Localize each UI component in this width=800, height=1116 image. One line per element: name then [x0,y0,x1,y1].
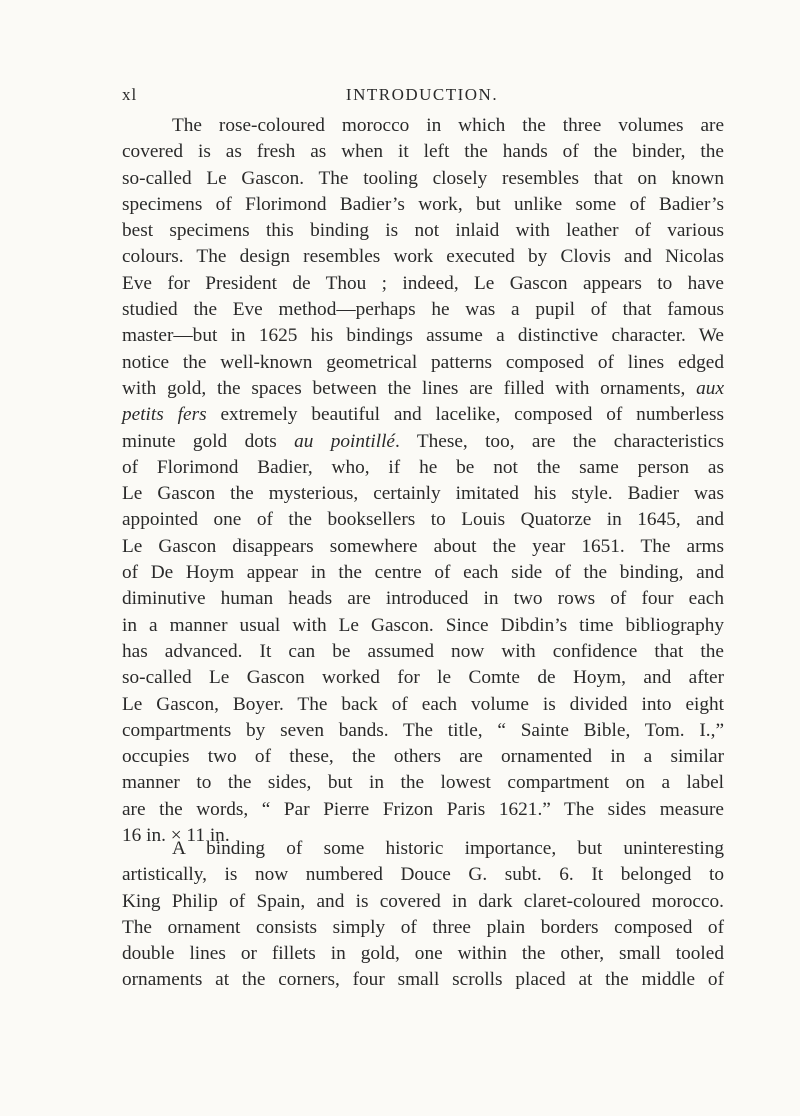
section-title: INTRODUCTION. [345,85,499,104]
text-line: specimens of Florimond Badier’s work, but unlike some of Badier’s [122,193,724,215]
text-line: are the words, “ Par Pierre Frizon Paris 1621.” The sides measure [122,798,724,820]
text-line: 16 in. × 11 in. [122,825,230,847]
paragraph-2 [122,836,724,994]
paragraph-1 [122,113,724,849]
text-line: has advanced. It can be assumed now with confidence that the [122,640,724,662]
text-line: Le Gascon disappears somewhere about the year 1651. The arms [122,535,724,557]
text-line: King Philip of Spain, and is covered in dark claret-coloured morocco. [122,890,724,912]
text-line: compartments by seven bands. The title, “ Sainte Bible, Tom. I.,” [122,719,724,741]
text-line: petits fers extremely beautiful and lacelike, composed of numberless [122,404,724,426]
text-line: of De Hoym appear in the centre of each side of the binding, and [122,562,724,584]
text-line: minute gold dots au pointillé. These, too, are the characteristics [122,430,724,452]
text-line: in a manner usual with Le Gascon. Since Dibdin’s time bibliography [122,614,724,636]
text-line: notice the well-known geometrical patterns composed of lines edged [122,351,724,373]
text-line: The rose-coloured morocco in which the three volumes are [172,115,724,136]
text-line: The ornament consists simply of three plain borders composed of [122,916,724,938]
text-line: so-called Le Gascon worked for le Comte de Hoym, and after [122,667,724,689]
text-line: ornaments at the corners, four small scrolls placed at the middle of [122,969,724,991]
text-line: artistically, is now numbered Douce G. subt. 6. It belonged to [122,864,724,886]
running-head [122,85,722,109]
text-line: appointed one of the booksellers to Louis Quatorze in 1645, and [122,509,724,531]
text-line: colours. The design resembles work executed by Clovis and Nicolas [122,246,724,268]
text-line: A binding of some historic importance, but uninteresting [172,838,724,859]
text-line: master—but in 1625 his bindings assume a distinctive character. We [122,325,724,347]
text-line: manner to the sides, but in the lowest compartment on a label [122,772,724,794]
text-line: Eve for President de Thou ; indeed, Le Gascon appears to have [122,272,724,294]
text-line: diminutive human heads are introduced in two rows of four each [122,588,724,610]
text-line: Le Gascon, Boyer. The back of each volume is divided into eight [122,693,724,715]
text-line: studied the Eve method—perhaps he was a pupil of that famous [122,299,724,321]
text-line: Le Gascon the mysterious, certainly imitated his style. Badier was [122,483,724,505]
text-line: best specimens this binding is not inlaid with leather of various [122,220,724,242]
text-line: of Florimond Badier, who, if he be not the same person as [122,456,724,478]
text-line: with gold, the spaces between the lines are filled with ornaments, aux [122,377,724,399]
text-line: covered is as fresh as when it left the hands of the binder, the [122,141,724,163]
page-number: xl [122,85,138,104]
text-line: double lines or fillets in gold, one within the other, small tooled [122,943,724,965]
text-line: occupies two of these, the others are ornamented in a similar [122,746,724,768]
text-line: so-called Le Gascon. The tooling closely resembles that on known [122,167,724,189]
